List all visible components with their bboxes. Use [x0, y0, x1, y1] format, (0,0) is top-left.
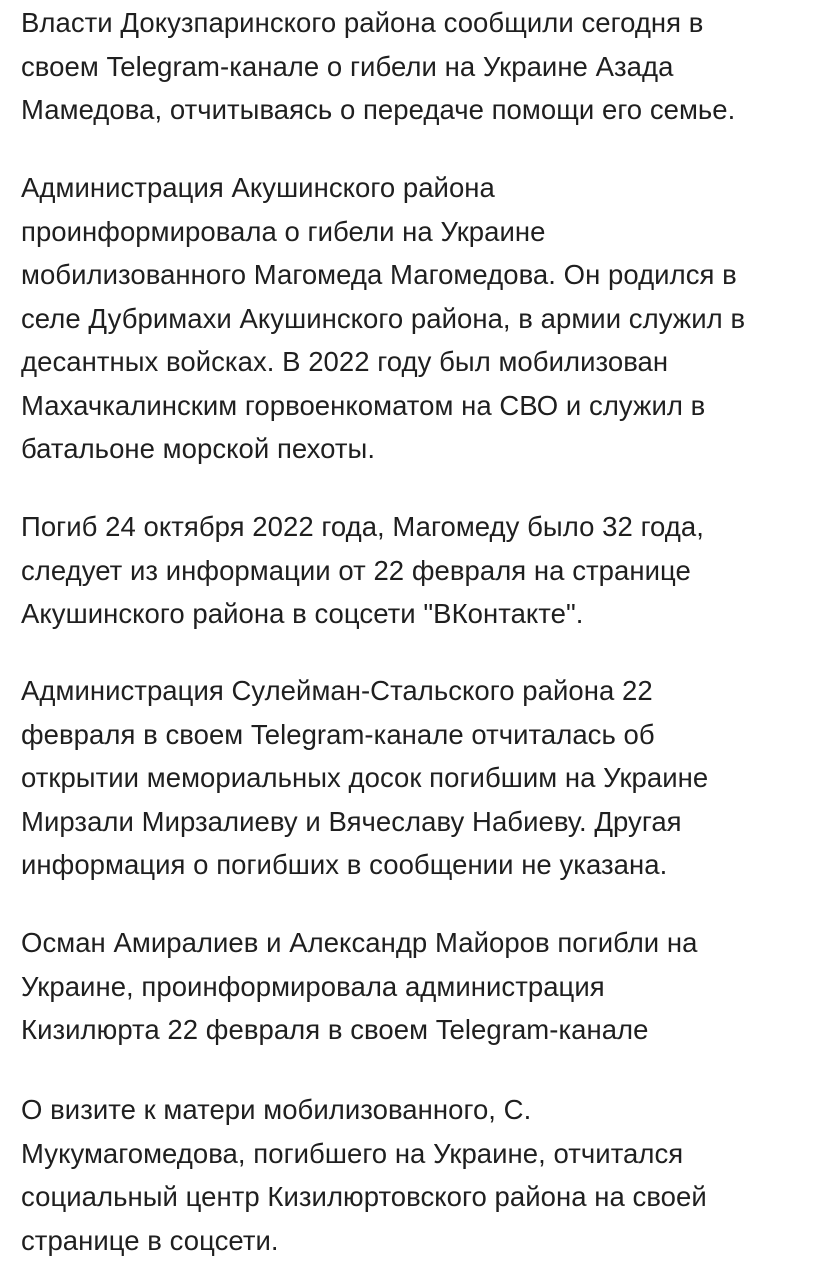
paragraph-death-date — [21, 505, 704, 636]
text-line: Администрация Акушинского района — [21, 172, 495, 203]
paragraph-suleiman-stalsky — [21, 669, 708, 887]
text-line: Акушинского района в соцсети "ВКонтакте". — [21, 598, 584, 629]
text-line: Мамедова, отчитываясь о передаче помощи его семье. — [21, 94, 736, 125]
text-line: Мукумагомедова, погибшего на Украине, отчитался — [21, 1137, 684, 1169]
paragraph-kizilyurt — [21, 921, 697, 1052]
text-line: февраля в своем Telegram-канале отчиталась об — [21, 718, 655, 750]
paragraph-kizilyurtovsky — [21, 1088, 707, 1262]
text-line: социальный центр Кизилюртовского района на своей — [21, 1181, 707, 1212]
text-line: открытии мемориальных досок погибшим на Украине — [21, 762, 709, 793]
paragraph-akushinsky — [21, 166, 745, 471]
text-line: Кизилюрта 22 февраля в своем Telegram-канале — [21, 1014, 649, 1045]
text-line: Осман Амиралиев и Александр Майоров погибли на — [21, 927, 698, 958]
text-line: Администрация Сулейман-Стальского района 22 — [21, 675, 653, 706]
text-line: селе Дубримахи Акушинского района, в армии служил в — [21, 302, 746, 334]
text-line: своем Telegram-канале о гибели на Украине Азада — [21, 50, 674, 82]
text-line: информация о погибших в сообщении не указана. — [21, 849, 668, 880]
text-line: Мирзали Мирзалиеву и Вячеславу Набиеву. Другая — [21, 805, 682, 837]
text-line: батальоне морской пехоты. — [21, 433, 376, 464]
text-line: Власти Докузпаринского района сообщили сегодня в — [21, 7, 704, 38]
text-line: проинформировала о гибели на Украине — [21, 215, 546, 247]
text-line: странице в соцсети. — [21, 1224, 279, 1256]
text-line: следует из информации от 22 февраля на странице — [21, 554, 691, 586]
text-line: мобилизованного Магомеда Магомедова. Он родился в — [21, 259, 737, 290]
text-line: Махачкалинским горвоенкоматом на СВО и служил в — [21, 389, 706, 421]
text-line: Погиб 24 октября 2022 года, Магомеду было 32 года, — [21, 511, 704, 542]
text-line: О визите к матери мобилизованного, С. — [21, 1094, 532, 1125]
paragraph-dokuzparinsky — [21, 1, 735, 132]
text-line: десантных войсках. В 2022 году был мобилизован — [21, 346, 669, 377]
text-line: Украине, проинформировала администрация — [21, 970, 605, 1002]
